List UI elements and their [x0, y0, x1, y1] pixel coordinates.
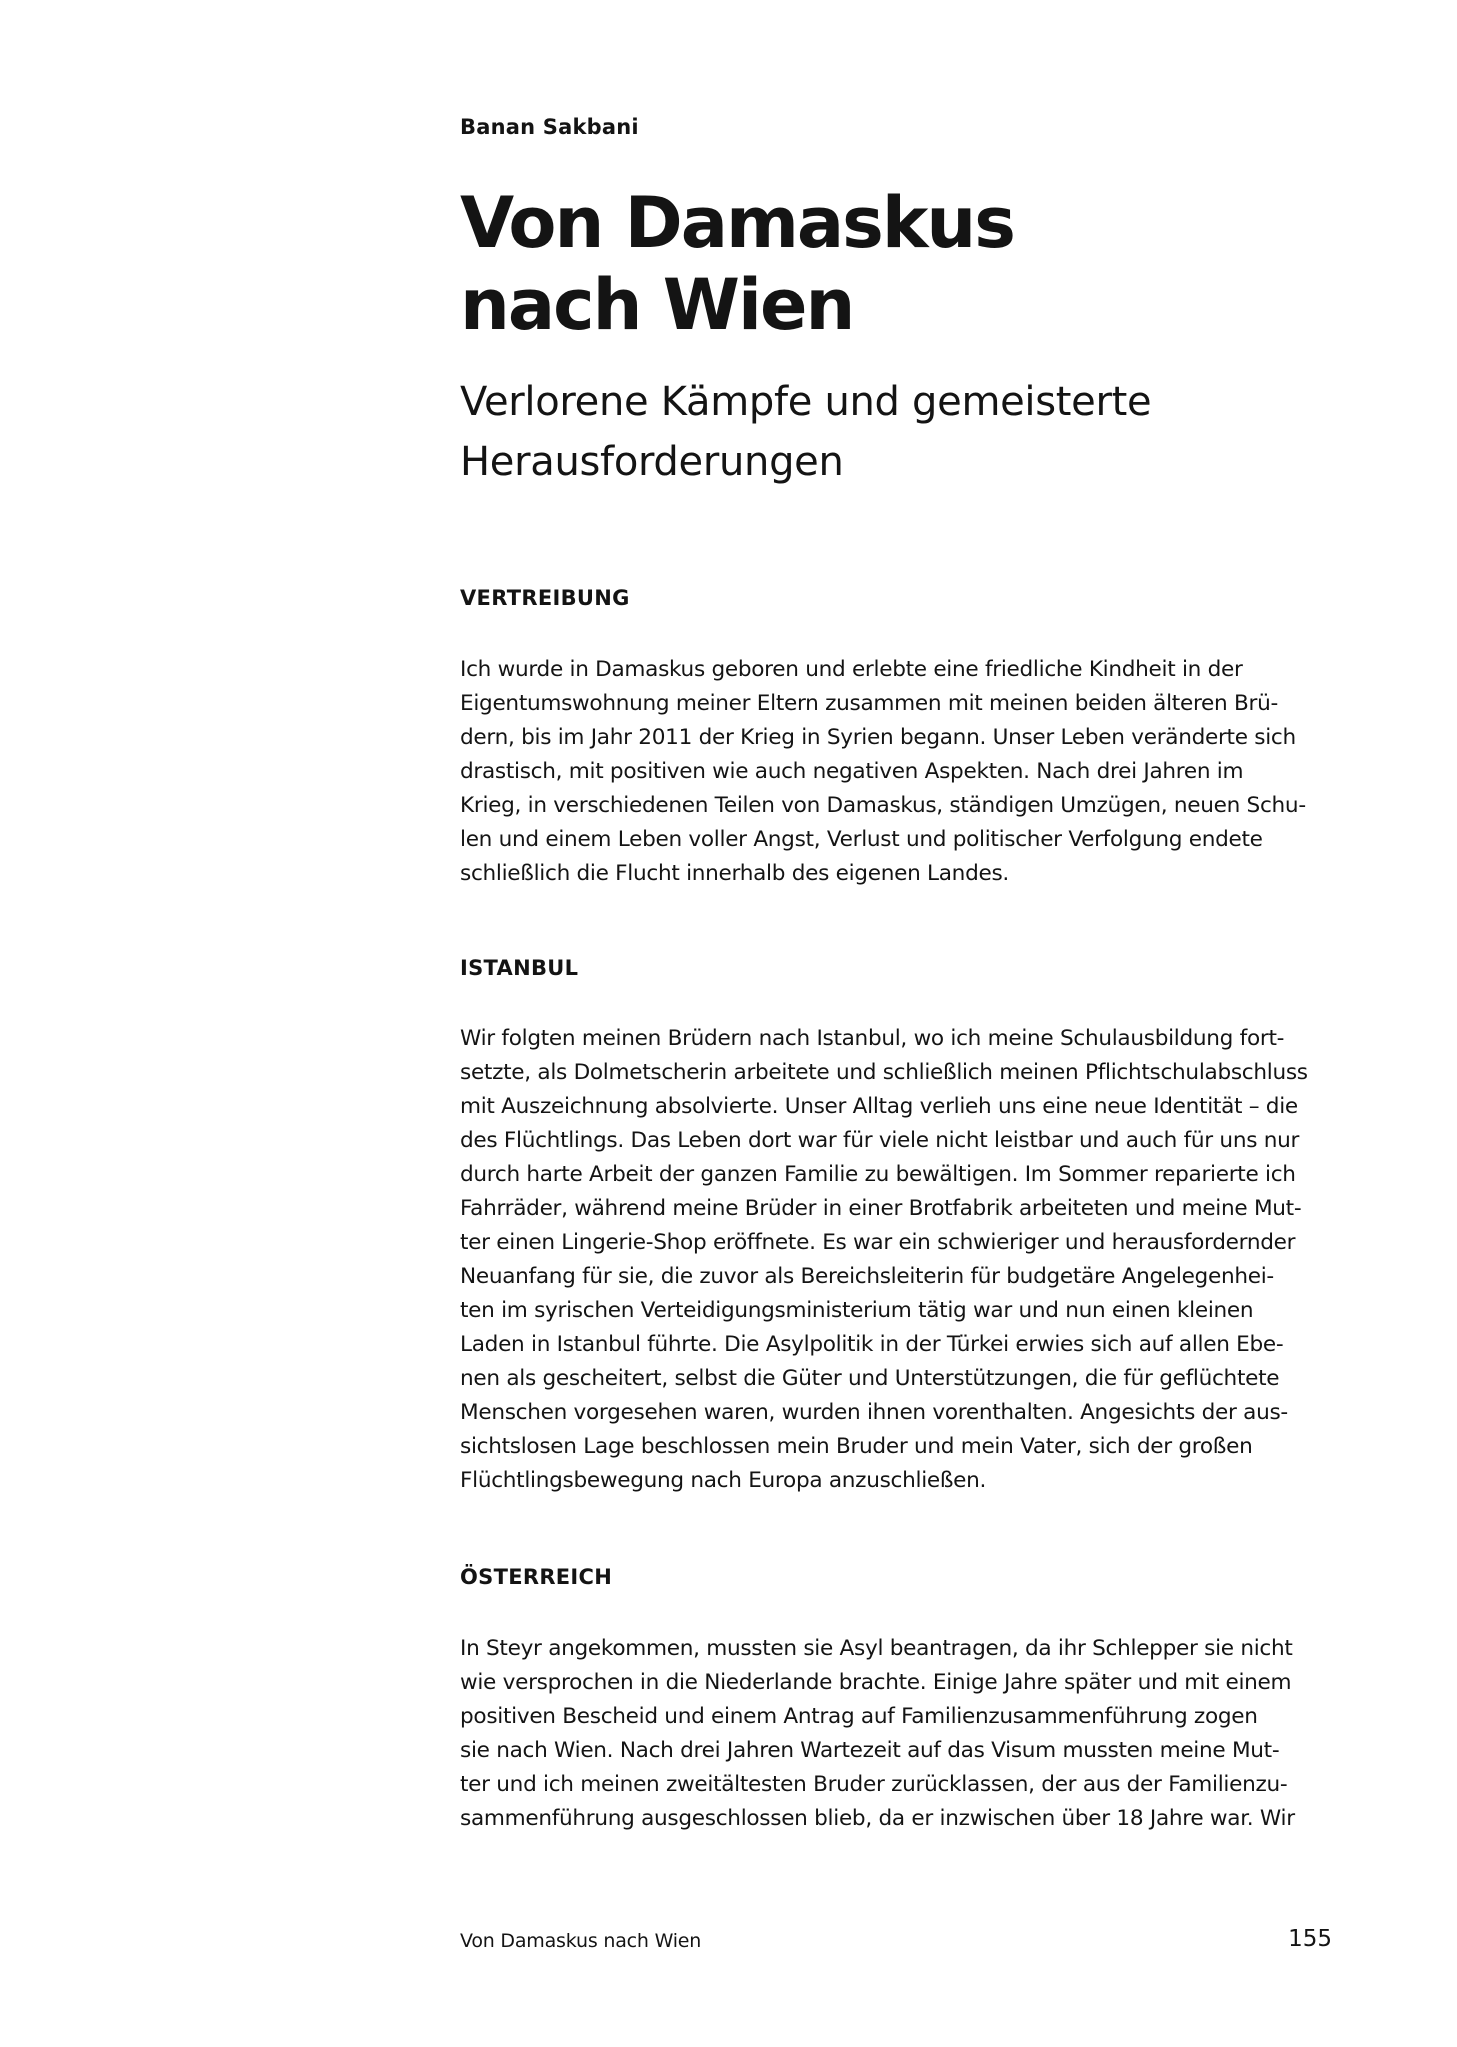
- subtitle-line: Herausforderungen: [460, 439, 844, 485]
- text-line: sichtslosen Lage beschlossen mein Bruder und mein Vater, sich der großen: [460, 1434, 1253, 1459]
- article-title: [460, 182, 1340, 346]
- section-body-oesterreich: [460, 1632, 1340, 1836]
- section-heading-istanbul: ISTANBUL: [460, 956, 579, 980]
- subtitle-line: Verlorene Kämpfe und gemeisterte: [460, 379, 1152, 425]
- text-line: durch harte Arbeit der ganzen Familie zu bewältigen. Im Sommer reparierte ich: [460, 1162, 1296, 1187]
- text-line: sie nach Wien. Nach drei Jahren Wartezeit auf das Visum mussten meine Mut-: [460, 1738, 1280, 1763]
- text-line: Eigentumswohnung meiner Eltern zusammen mit meinen beiden älteren Brü-: [460, 691, 1278, 716]
- text-line: dern, bis im Jahr 2011 der Krieg in Syrien begann. Unser Leben veränderte sich: [460, 725, 1296, 750]
- text-line: Neuanfang für sie, die zuvor als Bereichsleiterin für budgetäre Angelegenhei-: [460, 1264, 1274, 1289]
- text-line: ten im syrischen Verteidigungsministerium tätig war und nun einen kleinen: [460, 1298, 1254, 1323]
- text-line: mit Auszeichnung absolvierte. Unser Alltag verlieh uns eine neue Identität – die: [460, 1094, 1298, 1119]
- text-line: schließlich die Flucht innerhalb des eigenen Landes.: [460, 861, 1009, 886]
- text-line: Wir folgten meinen Brüdern nach Istanbul, wo ich meine Schulausbildung fort-: [460, 1026, 1285, 1051]
- section-body-istanbul: [460, 1022, 1340, 1498]
- text-line: des Flüchtlings. Das Leben dort war für viele nicht leistbar und auch für uns nur: [460, 1128, 1300, 1153]
- running-title: Von Damaskus nach Wien: [460, 1930, 702, 1952]
- text-line: setzte, als Dolmetscherin arbeitete und schließlich meinen Pflichtschulabschluss: [460, 1060, 1308, 1085]
- title-line: nach Wien: [460, 264, 854, 346]
- section-heading-vertreibung: VERTREIBUNG: [460, 586, 630, 610]
- text-line: Laden in Istanbul führte. Die Asylpolitik in der Türkei erwies sich auf allen Ebe-: [460, 1332, 1284, 1357]
- text-line: Flüchtlingsbewegung nach Europa anzuschließen.: [460, 1468, 987, 1493]
- text-line: positiven Bescheid und einem Antrag auf Familienzusammenführung zogen: [460, 1704, 1258, 1729]
- text-line: In Steyr angekommen, mussten sie Asyl beantragen, da ihr Schlepper sie nicht: [460, 1636, 1293, 1661]
- text-line: ter einen Lingerie-Shop eröffnete. Es war ein schwieriger und herausfordernder: [460, 1230, 1296, 1255]
- text-line: Menschen vorgesehen waren, wurden ihnen vorenthalten. Angesichts der aus-: [460, 1400, 1288, 1425]
- page-number: 155: [1288, 1926, 1332, 1952]
- article-subtitle: [460, 372, 1340, 492]
- title-line: Von Damaskus: [460, 182, 1014, 264]
- author-name: Banan Sakbani: [460, 115, 639, 139]
- text-line: sammenführung ausgeschlossen blieb, da er inzwischen über 18 Jahre war. Wir: [460, 1806, 1295, 1831]
- text-line: Krieg, in verschiedenen Teilen von Damaskus, ständigen Umzügen, neuen Schu-: [460, 793, 1306, 818]
- section-heading-oesterreich: ÖSTERREICH: [460, 1565, 613, 1589]
- text-line: Ich wurde in Damaskus geboren und erlebte eine friedliche Kindheit in der: [460, 657, 1243, 682]
- text-line: nen als gescheitert, selbst die Güter und Unterstützungen, die für geflüchtete: [460, 1366, 1280, 1391]
- text-line: ter und ich meinen zweitältesten Bruder zurücklassen, der aus der Familienzu-: [460, 1772, 1288, 1797]
- text-line: Fahrräder, während meine Brüder in einer Brotfabrik arbeiteten und meine Mut-: [460, 1196, 1302, 1221]
- section-body-vertreibung: [460, 653, 1340, 891]
- text-line: drastisch, mit positiven wie auch negativen Aspekten. Nach drei Jahren im: [460, 759, 1244, 784]
- text-line: wie versprochen in die Niederlande brachte. Einige Jahre später und mit einem: [460, 1670, 1292, 1695]
- text-line: len und einem Leben voller Angst, Verlust und politischer Verfolgung endete: [460, 827, 1263, 852]
